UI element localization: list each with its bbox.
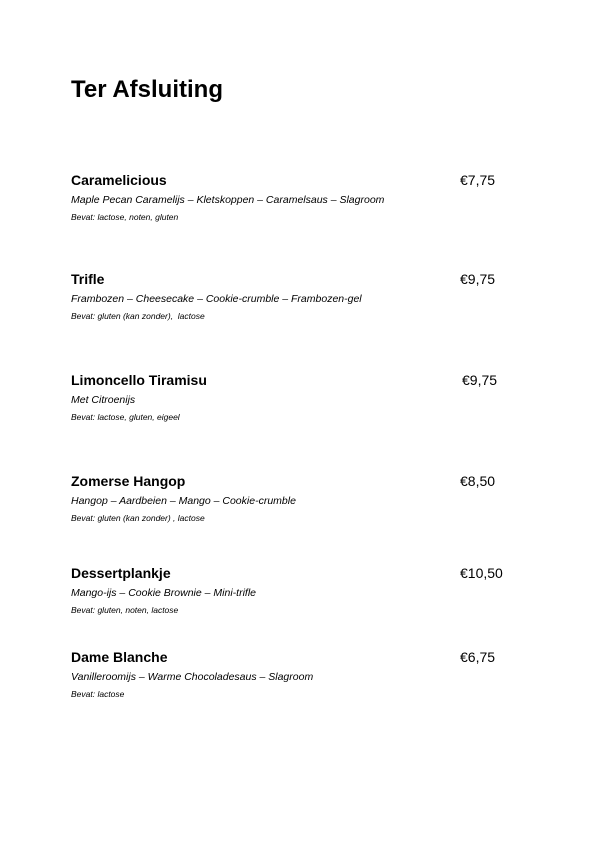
- menu-item-name: Dessertplankje: [71, 565, 171, 581]
- menu-item-allergens: Bevat: lactose: [71, 689, 125, 699]
- menu-item-price: €10,50: [460, 565, 503, 581]
- menu-item-price: €8,50: [460, 473, 496, 489]
- menu-item-name: Limoncello Tiramisu: [71, 372, 207, 388]
- menu-item-description: Vanilleroomijs – Warme Chocoladesaus – Slagroom: [71, 671, 314, 683]
- menu-item-description: Maple Pecan Caramelijs – Kletskoppen – Caramelsaus – Slagroom: [71, 194, 385, 206]
- menu-item-allergens: Bevat: lactose, noten, gluten: [71, 212, 179, 222]
- menu-item-price: €9,75: [460, 271, 496, 287]
- menu-item-allergens: Bevat: gluten, noten, lactose: [71, 605, 179, 615]
- menu-item-description: Met Citroenijs: [71, 394, 136, 406]
- menu-item-name: Dame Blanche: [71, 649, 168, 665]
- menu-item-price: €9,75: [462, 372, 498, 388]
- menu-item-allergens: Bevat: lactose, gluten, eigeel: [71, 412, 180, 422]
- menu-item-allergens: Bevat: gluten (kan zonder) , lactose: [71, 513, 205, 523]
- menu-item-price: €7,75: [460, 172, 496, 188]
- menu-item-name: Zomerse Hangop: [71, 473, 186, 489]
- menu-item-price: €6,75: [460, 649, 496, 665]
- menu-item-name: Trifle: [71, 271, 105, 287]
- menu-item-description: Frambozen – Cheesecake – Cookie-crumble – Frambozen-gel: [71, 293, 362, 305]
- menu-item-description: Mango-ijs – Cookie Brownie – Mini-trifle: [71, 587, 256, 599]
- menu-item-name: Caramelicious: [71, 172, 167, 188]
- menu-item-description: Hangop – Aardbeien – Mango – Cookie-crumble: [71, 495, 296, 507]
- menu-item-allergens: Bevat: gluten (kan zonder), lactose: [71, 311, 205, 321]
- page-title: Ter Afsluiting: [71, 76, 223, 103]
